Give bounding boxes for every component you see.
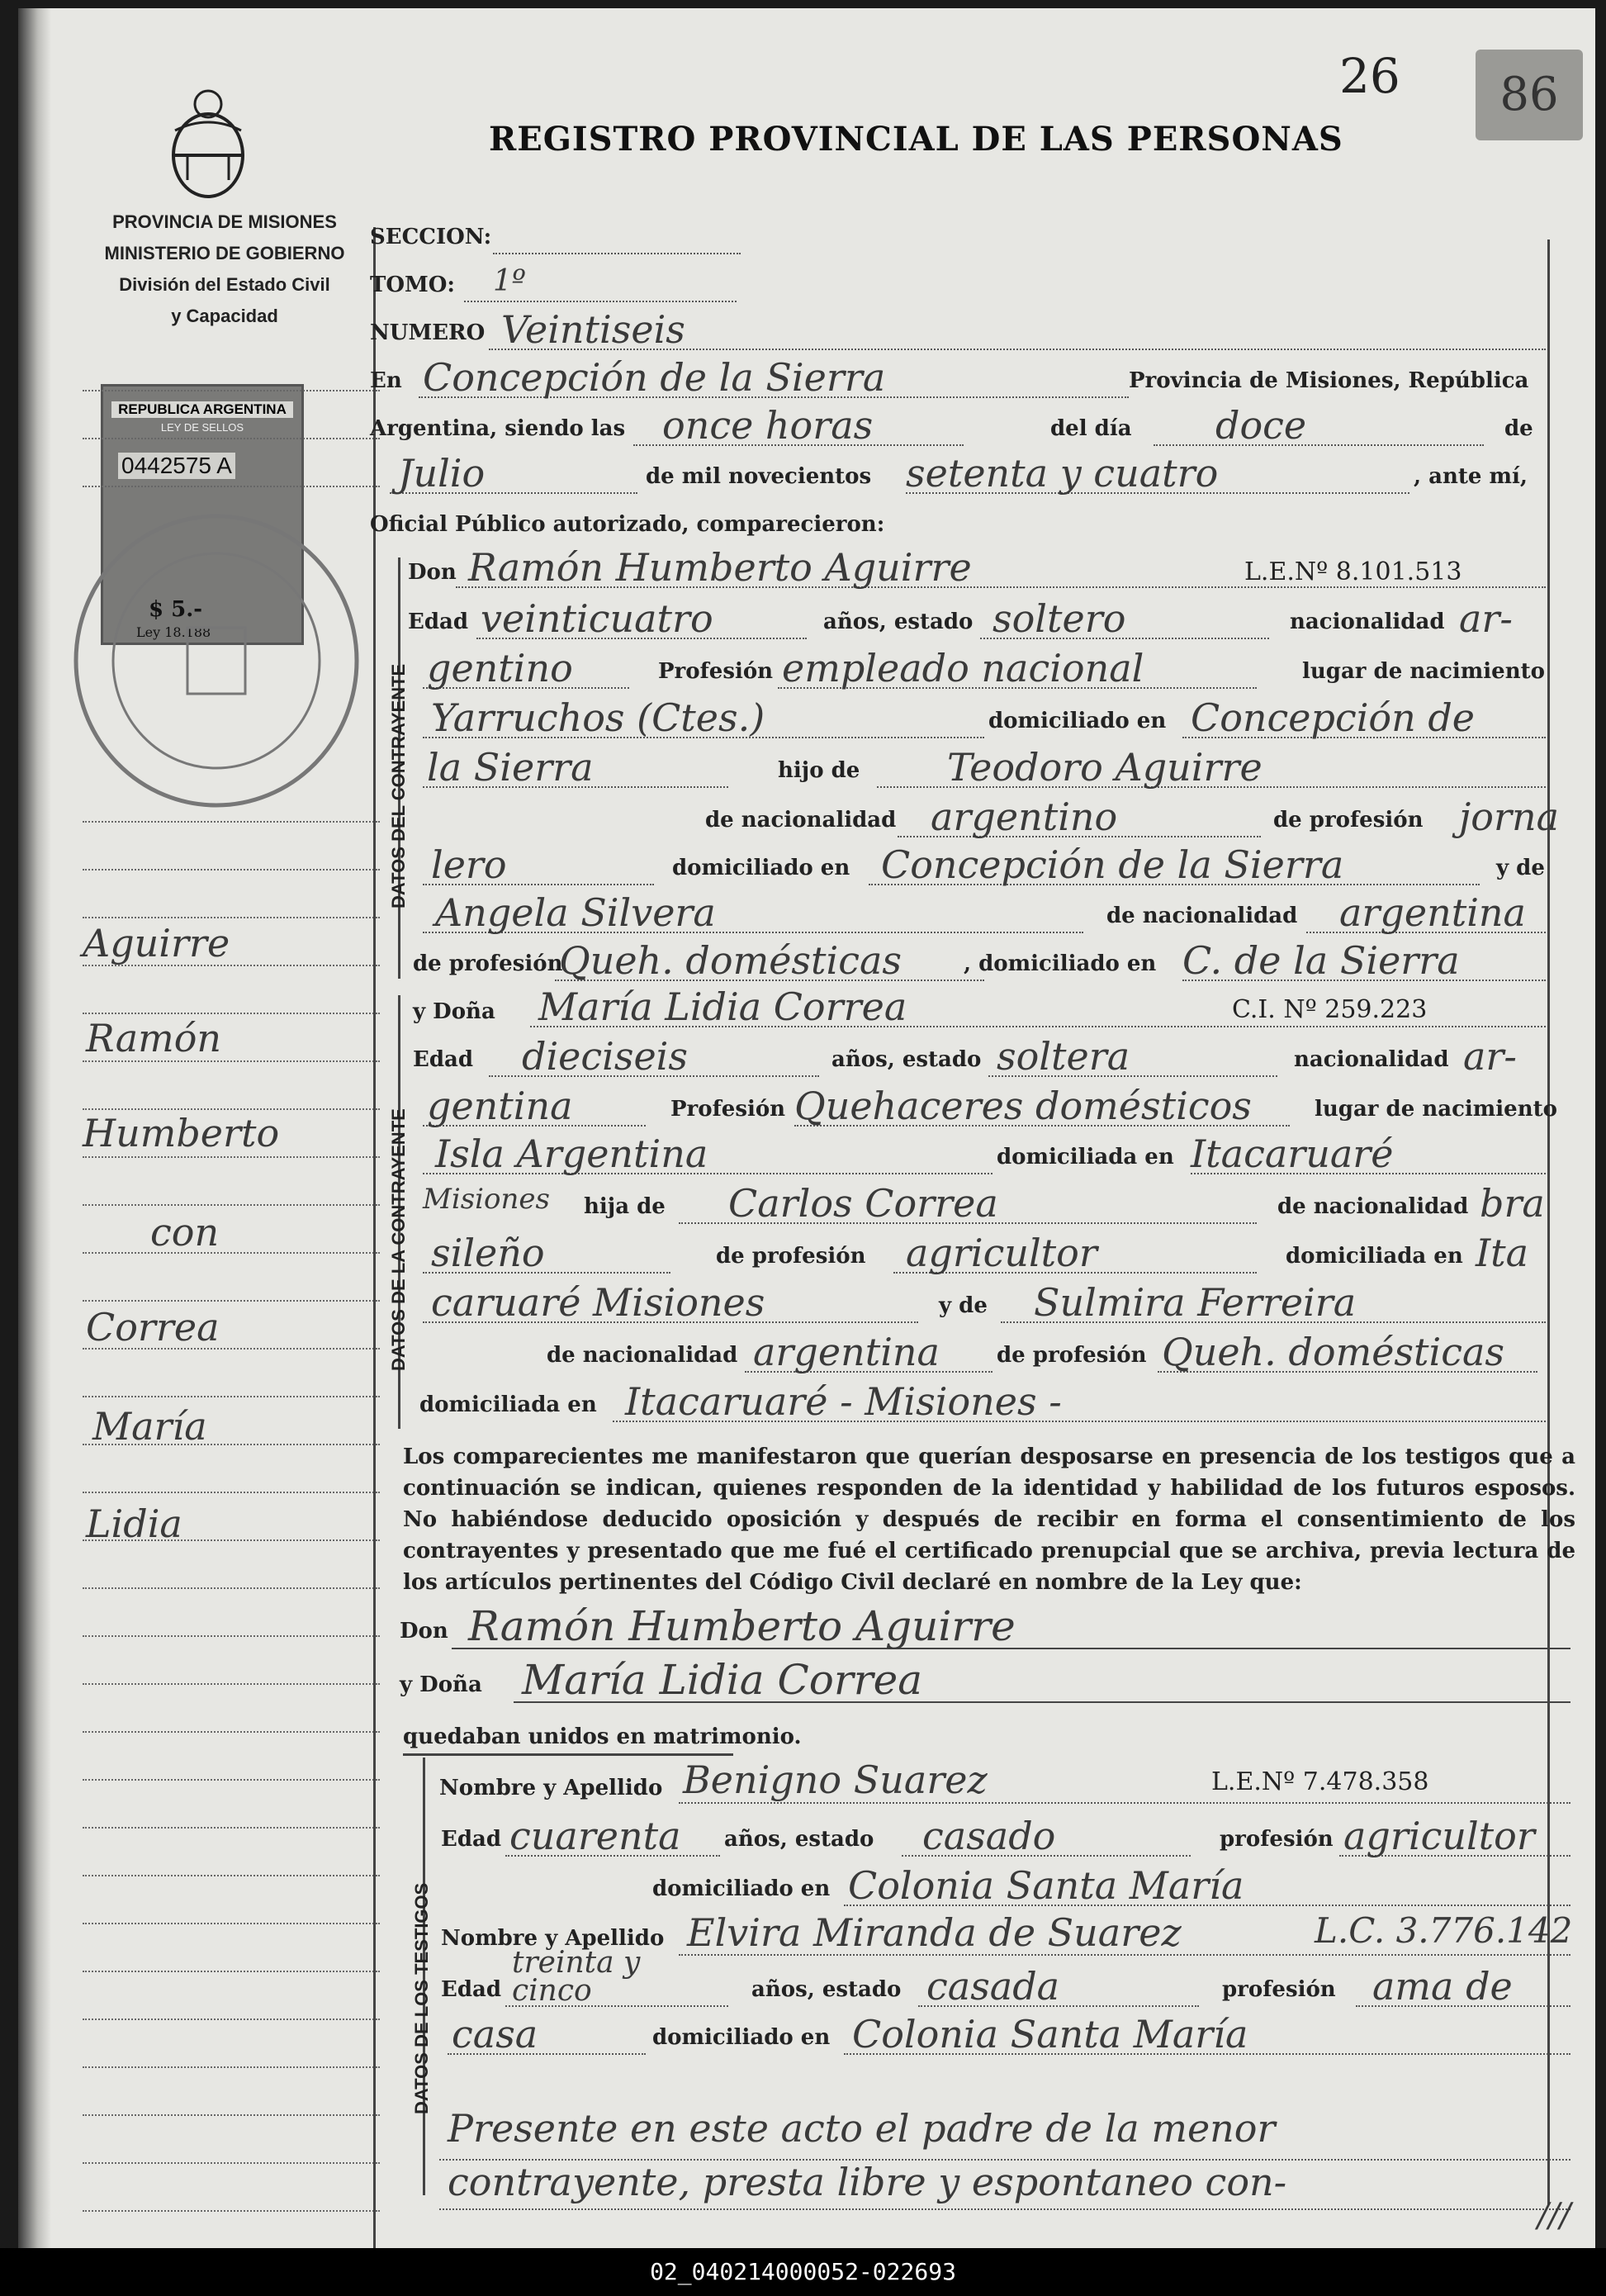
margin-dotted-line — [83, 2210, 380, 2212]
bride-father-prof-label: de profesión — [716, 1244, 866, 1269]
groom-father-nac-label: de nacionalidad — [705, 808, 897, 833]
stamp-law-number: Ley 18.188 — [136, 624, 211, 640]
bride-mother-nationality: argentina — [753, 1330, 940, 1374]
groom-father-nationality: argentino — [931, 795, 1118, 839]
numero-label: NUMERO — [370, 320, 486, 345]
tomo-line — [464, 301, 737, 302]
bride-mother-prof-label: de profesión — [997, 1343, 1147, 1368]
groom-section-label: DATOS DEL CONTRAYENTE — [388, 663, 409, 908]
margin-dotted-line — [83, 1923, 380, 1924]
bride-father-nationality: bra — [1480, 1181, 1545, 1226]
seccion-label: SECCION: — [370, 225, 492, 249]
margin-dotted-line — [83, 1300, 380, 1302]
groom-mother-nationality: argentina — [1339, 890, 1526, 935]
groom-prof-label: Profesión — [658, 659, 774, 684]
groom-mother-prof-label: de profesión — [413, 951, 563, 976]
bride-y-de-label: y de — [939, 1293, 988, 1318]
document-page — [18, 8, 1595, 2248]
margin-dotted-line — [83, 1492, 380, 1493]
ministry-name: MINISTERIO DE GOBIERNO — [104, 243, 345, 263]
w2-id: L.C. 3.776.142 — [1315, 1910, 1573, 1951]
margin-dotted-line — [83, 1683, 380, 1685]
bride-dom-label: domiciliada en — [997, 1145, 1174, 1169]
hour-value: once horas — [662, 403, 874, 448]
bride-father-domicile: Ita — [1476, 1231, 1529, 1275]
de-label: de — [1504, 416, 1533, 441]
capacity-name: y Capacidad — [171, 306, 278, 326]
margin-dotted-line — [83, 1779, 380, 1781]
province-name: PROVINCIA DE MISIONES — [112, 211, 337, 232]
note-text-2: contrayente, presta libre y espontaneo con- — [448, 2160, 1287, 2204]
bride-status: soltera — [997, 1034, 1130, 1079]
margin-dotted-line — [83, 1156, 380, 1158]
margin-dotted-line — [83, 2114, 380, 2116]
bride-id: C.I. Nº 259.223 — [1232, 995, 1428, 1024]
margin-dotted-line — [83, 2018, 380, 2020]
groom-nac-label: nacionalidad — [1290, 610, 1445, 634]
official-seal-icon — [68, 504, 365, 818]
w2-edad-label: Edad — [441, 1977, 502, 2002]
w2-status: casada — [926, 1964, 1060, 2009]
w1-name-line — [679, 1802, 1570, 1804]
coat-of-arms-icon — [159, 81, 258, 205]
w2-prof-label: profesión — [1222, 1977, 1336, 2002]
groom-status: soltero — [992, 596, 1126, 641]
w1-age: cuarenta — [509, 1814, 681, 1858]
margin-dotted-line — [83, 1204, 380, 1206]
margin-dotted-line — [83, 2066, 380, 2068]
bride-birthplace: Isla Argentina — [435, 1131, 708, 1176]
note-text-1: Presente en este acto el padre de la menor — [448, 2106, 1276, 2151]
w1-prof-label: profesión — [1220, 1827, 1334, 1852]
margin-dotted-line — [83, 2162, 380, 2164]
margin-dotted-line — [83, 1060, 380, 1062]
groom-dom-label: domiciliado en — [988, 709, 1167, 733]
w2-domicile: Colonia Santa María — [852, 2012, 1248, 2056]
declaration-paragraph: Los comparecientes me manifestaron que querían desposarse en presencia de los testigos que a continuación se indican, quienes responden de la identidad y habilidad de los futuros esposos. No habiéndose deducido oposición y después de recibir en forma el consentimiento de los contrayentes y presentado que me fué el certificado prenupcial que se archiva, previa lectura de los artículos pertinentes del Código Civil declaré en nombre de la Ley que: — [403, 1444, 1575, 1595]
numero-value: Veintiseis — [501, 307, 685, 352]
groom-lugar-label: lugar de nacimiento — [1302, 659, 1545, 684]
margin-dotted-line — [83, 917, 380, 918]
margin-dotted-line — [83, 1587, 380, 1589]
groom-profession: empleado nacional — [782, 646, 1144, 690]
provincia-label: Provincia de Misiones, República — [1129, 368, 1529, 393]
bride-father: Carlos Correa — [728, 1181, 998, 1226]
day-value: doce — [1215, 403, 1307, 448]
groom-mother-nac-label: de nacionalidad — [1106, 904, 1298, 928]
margin-dotted-line — [83, 1108, 380, 1110]
margin-dotted-line — [83, 869, 380, 870]
groom-domicile: Concepción de — [1191, 695, 1476, 740]
groom-father-profession-cont: lero — [431, 842, 507, 887]
witnesses-section-label: DATOS DE LOS TESTIGOS — [411, 1882, 432, 2114]
margin-name: María — [92, 1404, 207, 1449]
w1-domicile: Colonia Santa María — [848, 1863, 1244, 1908]
bride-mother-profession: Queh. domésticas — [1162, 1330, 1505, 1374]
declaration-bride: María Lidia Correa — [522, 1656, 923, 1704]
bride-nationality-cont: gentina — [427, 1084, 573, 1128]
bride-mother-dom-label: domiciliada en — [419, 1392, 597, 1417]
margin-dotted-line — [83, 1827, 380, 1829]
declaration-don-label: Don — [400, 1619, 448, 1644]
bride-nac-label: nacionalidad — [1294, 1047, 1449, 1072]
w2-anos-label: años, estado — [751, 1977, 902, 2002]
day-line — [1154, 444, 1484, 446]
margin-dotted-line — [83, 1971, 380, 1972]
bride-father-nationality-cont: sileño — [431, 1231, 545, 1275]
tomo-label: TOMO: — [370, 273, 456, 297]
margin-name: Aguirre — [83, 921, 230, 965]
bride-hija-label: hija de — [584, 1194, 666, 1219]
bride-mother-domicile: Itacaruaré - Misiones - — [625, 1379, 1062, 1424]
bride-father-dom-label: domiciliada en — [1286, 1244, 1463, 1269]
margin-dotted-line — [83, 1396, 380, 1397]
margin-dotted-line — [83, 821, 380, 823]
w1-name-label: Nombre y Apellido — [439, 1776, 663, 1800]
groom-birthplace: Yarruchos (Ctes.) — [431, 695, 765, 740]
w2-profession-cont: casa — [452, 2012, 538, 2056]
margin-dotted-line — [83, 1875, 380, 1876]
bride-domicile-cont: Misiones — [423, 1183, 550, 1216]
groom-mother-profession: Queh. domésticas — [559, 938, 902, 983]
stamp-serial: 0442575 A — [118, 453, 235, 479]
w1-id: L.E.Nº 7.478.358 — [1211, 1767, 1429, 1796]
margin-dotted-line — [83, 438, 380, 439]
groom-hijo-label: hijo de — [778, 758, 860, 783]
argentina-label: Argentina, siendo las — [370, 416, 626, 441]
w2-name: Elvira Miranda de Suarez — [687, 1910, 1182, 1955]
groom-father-domicile: Concepción de la Sierra — [881, 842, 1344, 887]
groom-mother-domicile: C. de la Sierra — [1182, 938, 1460, 983]
stamp-law: LEY DE SELLOS — [160, 421, 244, 434]
margin-dotted-line — [83, 1731, 380, 1733]
page-number: 26 — [1339, 48, 1400, 104]
groom-father-dom-label: domiciliado en — [672, 856, 850, 880]
bride-nationality: ar- — [1463, 1034, 1517, 1079]
w2-name-label: Nombre y Apellido — [441, 1926, 665, 1951]
note-line-2 — [439, 2208, 1570, 2210]
w1-dom-label: domiciliado en — [652, 1876, 831, 1901]
bride-father-profession: agricultor — [906, 1231, 1097, 1275]
groom-domicile-cont: la Sierra — [427, 745, 594, 790]
united-underline — [403, 1753, 733, 1756]
groom-anos-label: años, estado — [823, 610, 974, 634]
declaration-dona-label: y Doña — [400, 1672, 482, 1697]
stamp-number: 86 — [1476, 50, 1583, 140]
stamp-country: REPUBLICA ARGENTINA — [111, 401, 293, 418]
margin-name: con — [150, 1210, 220, 1255]
groom-mother: Angela Silvera — [435, 890, 716, 935]
month-value: Julio — [398, 451, 486, 496]
bride-father-domicile-cont: caruaré Misiones — [431, 1280, 765, 1325]
margin-dotted-line — [83, 486, 380, 487]
groom-nationality: ar- — [1459, 596, 1513, 641]
groom-don-label: Don — [408, 560, 457, 585]
margin-dotted-line — [83, 1635, 380, 1637]
bride-dona-label: y Doña — [413, 999, 495, 1024]
seccion-line — [493, 253, 741, 254]
w2-dom-label: domiciliado en — [652, 2025, 831, 2050]
bride-lugar-label: lugar de nacimiento — [1315, 1097, 1557, 1122]
bride-father-nac-label: de nacionalidad — [1277, 1194, 1469, 1219]
bride-section-label: DATOS DE LA CONTRAYENTE — [388, 1108, 409, 1371]
margin-name: Humberto — [83, 1111, 280, 1155]
w1-edad-label: Edad — [441, 1827, 502, 1852]
groom-father-profession: jorna — [1459, 795, 1559, 839]
groom-y-de-label: y de — [1496, 856, 1545, 880]
groom-mother-dom-label: , domiciliado en — [964, 951, 1157, 976]
margin-dotted-line — [83, 1013, 380, 1014]
w1-status: casado — [922, 1814, 1056, 1858]
margin-name: Lidia — [86, 1501, 182, 1546]
margin-name: Ramón — [86, 1016, 222, 1060]
margin-name: Correa — [86, 1305, 220, 1350]
bride-anos-label: años, estado — [831, 1047, 982, 1072]
division-name: División del Estado Civil — [119, 274, 330, 295]
margin-dotted-line — [83, 390, 380, 391]
w2-age: treinta y cinco — [512, 1946, 641, 2008]
groom-father-prof-label: de profesión — [1273, 808, 1424, 833]
groom-name: Ramón Humberto Aguirre — [468, 545, 972, 590]
bride-prof-label: Profesión — [670, 1097, 786, 1122]
corner-mark: /// — [1537, 2197, 1571, 2235]
oficial-label: Oficial Público autorizado, comparecieron: — [370, 512, 885, 537]
w2-profession: ama de — [1372, 1964, 1513, 2009]
w1-anos-label: años, estado — [724, 1827, 874, 1852]
groom-age: veinticuatro — [481, 596, 713, 641]
bride-profession: Quehaceres domésticos — [794, 1084, 1252, 1128]
margin-dotted-line — [83, 1252, 380, 1254]
bride-edad-label: Edad — [413, 1047, 474, 1072]
ante-label: , ante mí, — [1414, 464, 1528, 489]
w1-profession: agricultor — [1343, 1814, 1535, 1858]
bride-domicile: Itacaruaré — [1191, 1131, 1394, 1176]
united-label: quedaban unidos en matrimonio. — [403, 1724, 802, 1749]
groom-nationality-cont: gentino — [427, 646, 573, 690]
stamp-value: $ 5.- — [149, 597, 203, 622]
issuer-block — [68, 206, 381, 332]
place-value: Concepción de la Sierra — [423, 355, 886, 400]
bride-mother: Sulmira Ferreira — [1034, 1280, 1357, 1325]
file-id-footer: 02_040214000052-022693 — [0, 2248, 1606, 2296]
mil-label: de mil novecientos — [646, 464, 872, 489]
en-label: En — [370, 368, 402, 393]
binding-edge — [18, 8, 51, 2248]
w1-name: Benigno Suarez — [683, 1758, 988, 1802]
del-dia-label: del día — [1050, 416, 1132, 441]
year-value: setenta y cuatro — [906, 451, 1219, 496]
declaration-groom: Ramón Humberto Aguirre — [468, 1602, 1016, 1650]
bride-age: dieciseis — [522, 1034, 689, 1079]
page-title: REGISTRO PROVINCIAL DE LAS PERSONAS — [489, 120, 1343, 159]
bride-name: María Lidia Correa — [538, 984, 907, 1029]
bride-mother-nac-label: de nacionalidad — [547, 1343, 738, 1368]
groom-father: Teodoro Aguirre — [947, 745, 1263, 790]
groom-id: L.E.Nº 8.101.513 — [1244, 557, 1462, 586]
tomo-value: 1º — [493, 264, 526, 298]
groom-edad-label: Edad — [408, 610, 469, 634]
